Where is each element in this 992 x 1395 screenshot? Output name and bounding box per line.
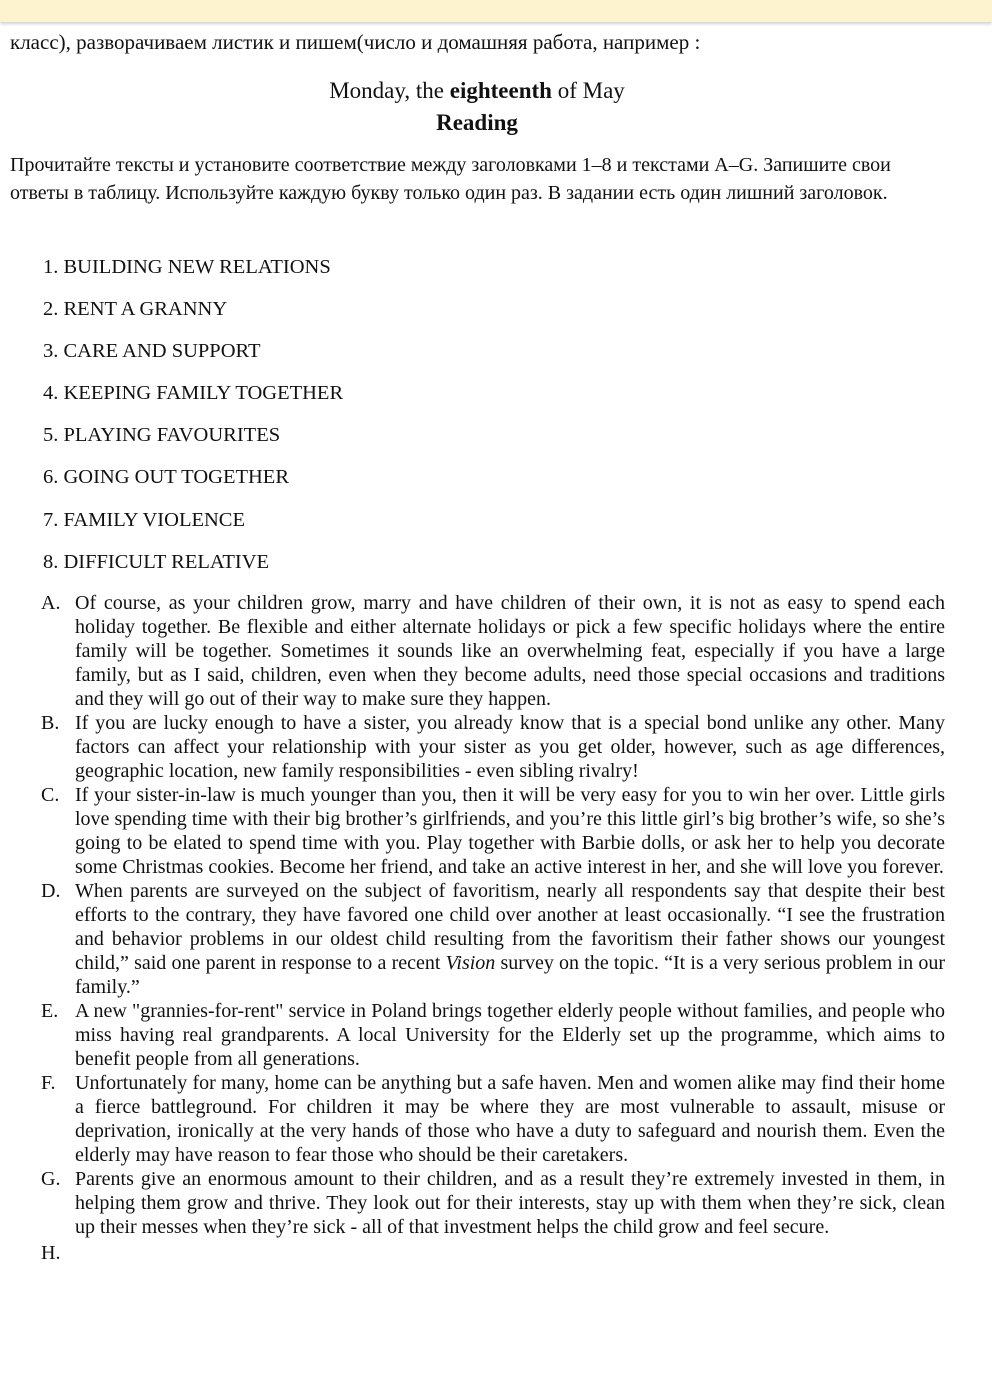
text-item-h [41, 1241, 945, 1265]
text-body: Unfortunately for many, home can be anything but a safe haven. Men and women alike may find their home a fierce battleground. For children it may be where they are most vulnerable to assault, misuse or deprivation, ironically at the very hands of those who have a duty to safeguard and nourish them. Even the elderly may have reason to fear those who should be their caretakers. [75, 1072, 945, 1166]
text-letter: A. [41, 592, 61, 614]
heading-item: 2. RENT A GRANNY [43, 298, 228, 321]
text-item-g [41, 1167, 945, 1239]
heading-item: 5. PLAYING FAVOURITES [43, 424, 281, 447]
heading-item: 1. BUILDING NEW RELATIONS [43, 256, 331, 278]
heading-item: 8. DIFFICULT RELATIVE [43, 550, 270, 573]
text-letter: H. [41, 1242, 61, 1264]
text-body: If you are lucky enough to have a sister, you already know that is a special bond unlike any other. Many factors can affect your relationship with your sister as you get older, however, such as age differences, geographic location, new family responsibilities - even sibling rivalry! [75, 712, 945, 782]
text-body-part: When parents are surveyed on the subject of favoritism, nearly all respondents say that despite their best efforts to the contrary, they have favored one child over another at least occasionally. “I see the frustration and behavior problems in our oldest child resulting from the favoritism their father shows our youngest child,” said one parent in response to a recent [75, 880, 945, 974]
texts-list [41, 591, 945, 1265]
text-item-f [41, 1071, 945, 1167]
text-item-b [41, 711, 945, 783]
heading-item: 6. GOING OUT TOGETHER [43, 466, 289, 489]
heading-item: 7. FAMILY VIOLENCE [43, 508, 245, 531]
heading-item: 4. KEEPING FAMILY TOGETHER [43, 382, 344, 405]
text-letter: B. [41, 712, 60, 734]
heading-item: 3. CARE AND SUPPORT [43, 340, 261, 363]
text-body [75, 879, 945, 999]
task-instructions: Прочитайте тексты и установите соответствие между заголовками 1–8 и текстами A–G. Запишите свои ответы в таблицу. Используйте каждую букву только один раз. В задании есть один лишний заголовок. [10, 154, 891, 204]
page-title: Reading [436, 110, 518, 135]
text-body: If your sister-in-law is much younger than you, then it will be very easy for you to win her over. Little girls love spending time with their big brother’s girlfriends, and you’re this little girl’s big brother’s wife, so she’s going to be elated to spend time with you. Play together with Barbie dolls, or ask her to help you decorate some Christmas cookies. Become her friend, and take an active interest in her, and she will love you forever. [75, 784, 945, 878]
text-body-part: survey on the topic. “It is a very serious problem in our family.” [75, 952, 945, 998]
text-body: Parents give an enormous amount to their children, and as a result they’re extremely invested in them, in helping them grow and thrive. They look out for their interests, stay up with them when they’re sick, clean up their messes when they’re sick - all of that investment helps the child grow and feel secure. [75, 1168, 945, 1238]
text-body: A new "grannies-for-rent" service in Poland brings together elderly people without families, and people who miss having real grandparents. A local University for the Elderly set up the programme, which aims to benefit people from all generations. [75, 1000, 945, 1070]
text-letter: F. [41, 1072, 56, 1094]
text-item-d [41, 879, 945, 999]
date-suffix: of May [557, 78, 625, 103]
text-body: Of course, as your children grow, marry and have children of their own, it is not as easy to spend each holiday together. Be flexible and either alternate holidays or pick a few specific holidays where the entire family will be together. Sometimes it sounds like an overwhelming feat, especially if you have a large family, but as I said, children, even when they become adults, need those special occasions and traditions and they will go out of their way to make sure they happen. [75, 592, 945, 710]
date-ordinal: eighteenth [449, 78, 552, 103]
date-line [0, 76, 954, 106]
text-item-e [41, 999, 945, 1071]
text-item-c [41, 783, 945, 879]
headings-list [43, 253, 343, 590]
text-letter: E. [41, 1000, 59, 1022]
text-letter: D. [41, 880, 61, 902]
text-letter: G. [41, 1168, 61, 1190]
magazine-title: Vision [445, 952, 496, 974]
date-prefix: Monday, the [329, 78, 444, 103]
intro-text: класс), разворачиваем листик и пишем(число и домашняя работа, например : [10, 30, 701, 54]
text-item-a [41, 591, 945, 711]
text-letter: C. [41, 784, 60, 806]
